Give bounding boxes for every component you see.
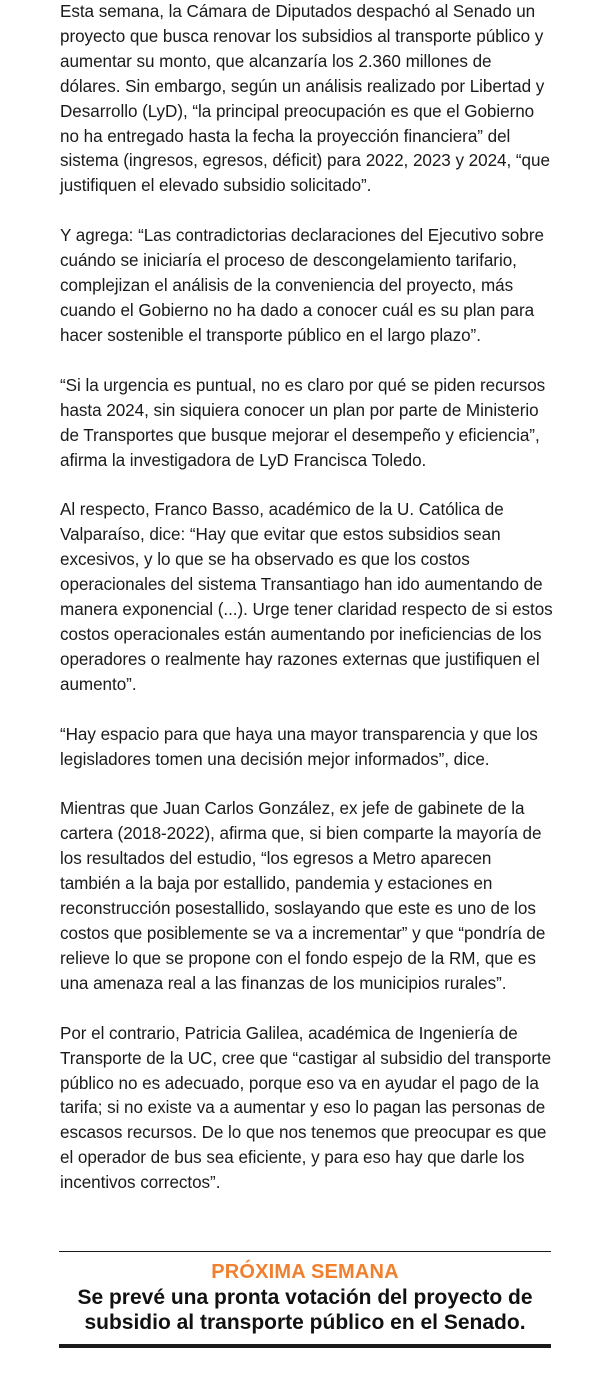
article-paragraph-2: Y agrega: “Las contradictorias declaraciones del Ejecutivo sobre cuándo se iniciaría el proceso de descongelamiento tarifario, complejizan el análisis de la conveniencia del proyecto, más cuando el Gobierno no ha dado a conocer cuál es su plan para hacer sostenible el transporte público en el largo plazo”. (60, 226, 544, 345)
next-week-kicker: PRÓXIMA SEMANA (211, 1261, 399, 1283)
article-paragraph-7: Por el contrario, Patricia Galilea, académica de Ingeniería de Transporte de la UC, cree que “castigar al subsidio del transporte público no es adecuado, porque eso va en ayudar el pago de la tarifa; si no existe va a aumentar y eso lo pagan las personas de escasos recursos. De lo que nos tenemos que preocupar es que el operador de bus sea eficiente, y para eso hay que darle los incentivos correctos”. (60, 1023, 552, 1193)
next-week-box (59, 1251, 551, 1348)
article-body (60, 0, 554, 1221)
article-paragraph-6: Mientras que Juan Carlos González, ex jefe de gabinete de la cartera (2018-2022), afirma que, si bien comparte la mayoría de los resultados del estudio, “los egresos a Metro aparecen también a la baja por estallido, pandemia y estaciones en reconstrucción posestallido, soslayando que este es uno de los costos que posiblemente se va a incrementar” y que “pondría de relieve lo que se propone con el fondo espejo de la RM, que es una amenaza real a las finanzas de los municipios rurales”. (60, 799, 546, 993)
article-paragraph-4: Al respecto, Franco Basso, académico de la U. Católica de Valparaíso, dice: “Hay que evitar que estos subsidios sean excesivos, y lo que se ha observado es que los costos operacionales del sistema Transantiago han ido aumentando de manera exponencial (...). Urge tener claridad respecto de si estos costos operacionales están aumentando por ineficiencias de los operadores o realmente hay razones externas que justifiquen el aumento”. (60, 500, 553, 694)
next-week-headline: Se prevé una pronta votación del proyecto de subsidio al transporte público en el Senado. (77, 1286, 533, 1334)
article-paragraph-5: “Hay espacio para que haya una mayor transparencia y que los legisladores tomen una decisión mejor informados”, dice. (60, 724, 538, 769)
article-paragraph-1: Esta semana, la Cámara de Diputados despachó al Senado un proyecto que busca renovar los subsidios al transporte público y aumentar su monto, que alcanzaría los 2.360 millones de dólares. Sin embargo, según un análisis realizado por Libertad y Desarrollo (LyD), “la principal preocupación es que el Gobierno no ha entregado hasta la fecha la proyección financiera” del sistema (ingresos, egresos, déficit) para 2022, 2023 y 2024, “que justifiquen el elevado subsidio solicitado”. (60, 2, 550, 196)
article-paragraph-3: “Si la urgencia es puntual, no es claro por qué se piden recursos hasta 2024, sin siquiera conocer un plan por parte de Ministerio de Transportes que busque mejorar el desempeño y eficiencia”, afirma la investigadora de LyD Francisca Toledo. (60, 375, 546, 470)
